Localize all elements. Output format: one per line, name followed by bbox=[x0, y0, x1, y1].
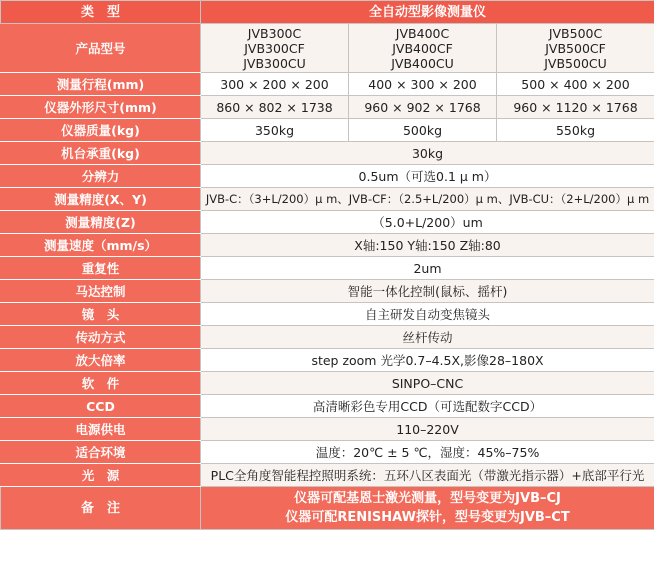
spec-row bbox=[1, 234, 654, 257]
spec-label: 光 源 bbox=[1, 464, 201, 487]
type-label: 类 型 bbox=[1, 1, 201, 24]
spec-row bbox=[1, 441, 654, 464]
spec-row bbox=[1, 211, 654, 234]
spec-label: 适合环境 bbox=[1, 441, 201, 464]
model-name: JVB500CF bbox=[545, 40, 606, 56]
spec-value: 高清晰彩色专用CCD（可选配数字CCD） bbox=[201, 395, 654, 418]
model-name: JVB300CF bbox=[244, 40, 305, 56]
spec-label: CCD bbox=[1, 395, 201, 418]
spec-row bbox=[1, 418, 654, 441]
model-cell-500 bbox=[497, 24, 654, 73]
spec-value: 300 × 200 × 200 bbox=[201, 73, 349, 96]
spec-value: PLC全角度智能程控照明系统：五环八区表面光（带激光指示器）+底部平行光 bbox=[201, 464, 654, 487]
note-row bbox=[1, 487, 654, 530]
spec-label: 测量行程(mm) bbox=[1, 73, 201, 96]
spec-row bbox=[1, 96, 654, 119]
model-label: 产品型号 bbox=[1, 24, 201, 73]
spec-row bbox=[1, 464, 654, 487]
spec-value: 500kg bbox=[349, 119, 497, 142]
spec-label: 测量精度(X、Y) bbox=[1, 188, 201, 211]
spec-value: 智能一体化控制(鼠标、摇杆) bbox=[201, 280, 654, 303]
spec-label: 软 件 bbox=[1, 372, 201, 395]
spec-value: 960 × 902 × 1768 bbox=[349, 96, 497, 119]
spec-label: 电源供电 bbox=[1, 418, 201, 441]
spec-value: X轴:150 Y轴:150 Z轴:80 bbox=[201, 234, 654, 257]
spec-value: 丝杆传动 bbox=[201, 326, 654, 349]
model-cell-400 bbox=[349, 24, 497, 73]
header-row bbox=[1, 1, 654, 24]
spec-value: 860 × 802 × 1738 bbox=[201, 96, 349, 119]
spec-value: 0.5um（可选0.1 μ m） bbox=[201, 165, 654, 188]
spec-row bbox=[1, 142, 654, 165]
model-name: JVB300C bbox=[247, 25, 302, 41]
spec-label: 放大倍率 bbox=[1, 349, 201, 372]
model-cell-300 bbox=[201, 24, 349, 73]
spec-row bbox=[1, 165, 654, 188]
note-label: 备 注 bbox=[1, 487, 201, 530]
note-content bbox=[201, 487, 654, 530]
note-line: 仪器可配基恩士激光测量，型号变更为JVB–CJ bbox=[294, 491, 561, 506]
spec-label: 仪器外形尺寸(mm) bbox=[1, 96, 201, 119]
spec-label: 重复性 bbox=[1, 257, 201, 280]
spec-value: 温度：20℃ ± 5 ℃，湿度：45%–75% bbox=[201, 441, 654, 464]
spec-value: 30kg bbox=[201, 142, 654, 165]
spec-value: 400 × 300 × 200 bbox=[349, 73, 497, 96]
spec-value: step zoom 光学0.7–4.5X,影像28–180X bbox=[201, 349, 654, 372]
spec-value: 960 × 1120 × 1768 bbox=[497, 96, 654, 119]
spec-label: 测量精度(Z) bbox=[1, 211, 201, 234]
model-name: JVB300CU bbox=[243, 55, 306, 71]
spec-label: 仪器质量(kg) bbox=[1, 119, 201, 142]
spec-value: 2um bbox=[201, 257, 654, 280]
model-name: JVB400CF bbox=[392, 40, 453, 56]
spec-row bbox=[1, 257, 654, 280]
spec-row bbox=[1, 119, 654, 142]
spec-label: 传动方式 bbox=[1, 326, 201, 349]
spec-label: 测量速度（mm/s） bbox=[1, 234, 201, 257]
spec-row bbox=[1, 303, 654, 326]
spec-value: JVB-C：（3+L/200）μ m、JVB-CF：（2.5+L/200）μ m、JVB-CU：（2+L/200）μ m bbox=[201, 188, 654, 211]
spec-value: （5.0+L/200）um bbox=[201, 211, 654, 234]
spec-value: SINPO–CNC bbox=[201, 372, 654, 395]
spec-row bbox=[1, 349, 654, 372]
model-name: JVB500C bbox=[548, 25, 603, 41]
spec-label: 马达控制 bbox=[1, 280, 201, 303]
spec-label: 镜 头 bbox=[1, 303, 201, 326]
note-line: 仪器可配RENISHAW探针，型号变更为JVB–CT bbox=[285, 510, 570, 525]
model-name: JVB400CU bbox=[391, 55, 454, 71]
spec-value: 500 × 400 × 200 bbox=[497, 73, 654, 96]
spec-label: 分辨力 bbox=[1, 165, 201, 188]
spec-row bbox=[1, 73, 654, 96]
spec-value: 110–220V bbox=[201, 418, 654, 441]
type-title: 全自动型影像测量仪 bbox=[201, 1, 654, 24]
model-row bbox=[1, 24, 654, 73]
model-name: JVB400C bbox=[395, 25, 450, 41]
spec-label: 机台承重(kg) bbox=[1, 142, 201, 165]
spec-row bbox=[1, 372, 654, 395]
spec-row bbox=[1, 326, 654, 349]
spec-row bbox=[1, 280, 654, 303]
spec-value: 自主研发自动变焦镜头 bbox=[201, 303, 654, 326]
spec-value: 350kg bbox=[201, 119, 349, 142]
model-name: JVB500CU bbox=[544, 55, 607, 71]
spec-row bbox=[1, 188, 654, 211]
spec-row bbox=[1, 395, 654, 418]
spec-value: 550kg bbox=[497, 119, 654, 142]
